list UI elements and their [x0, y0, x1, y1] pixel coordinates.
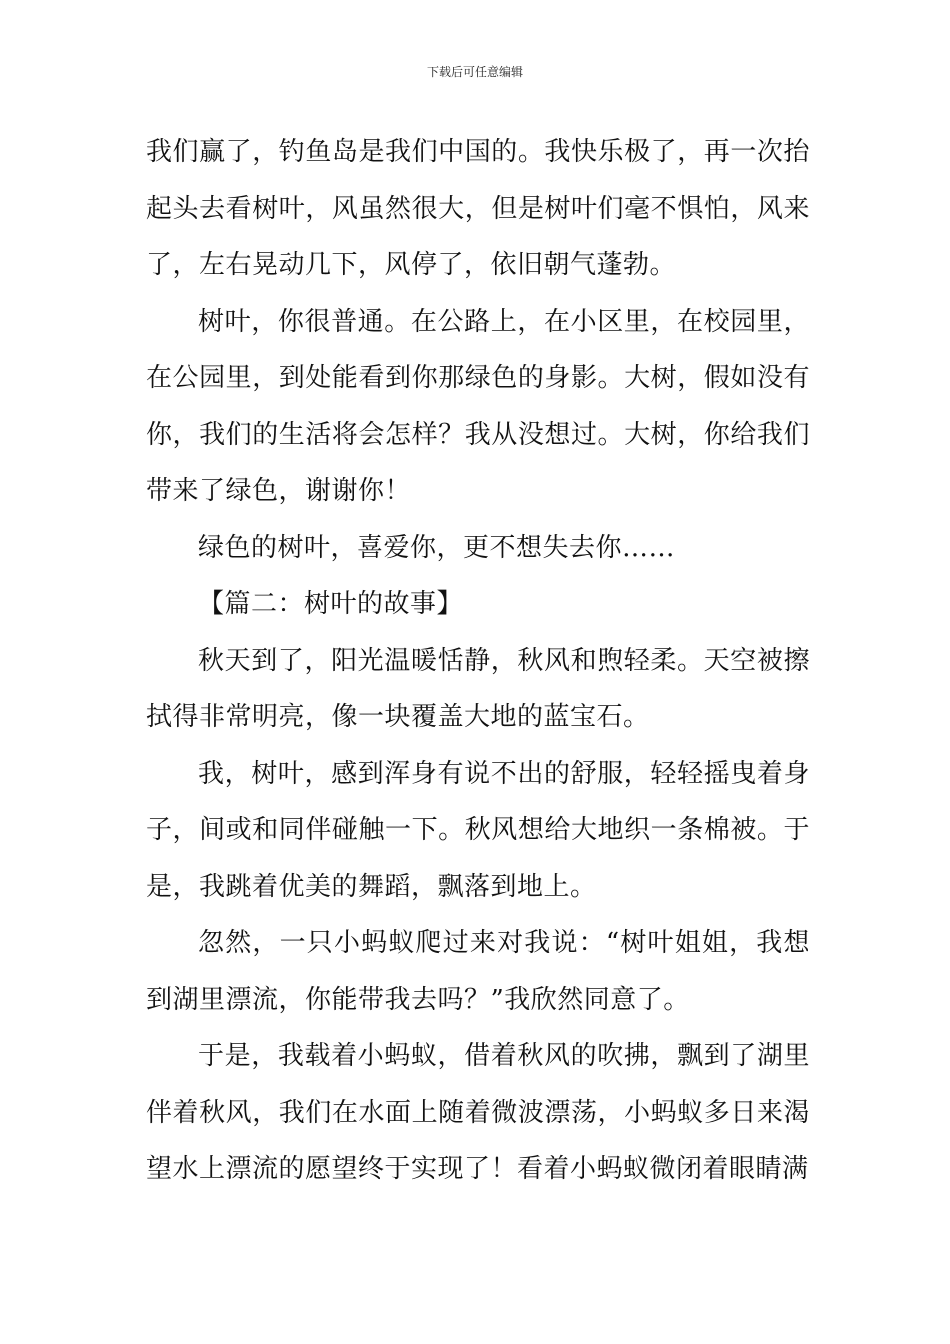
page-header: 下载后可任意编辑	[426, 65, 523, 79]
paragraph-7: 于是，我载着小蚂蚁，借着秋风的吹拂，飘到了湖里伴着秋风，我们在水面上随着微波漂荡，小蚂蚁多日来渴望水上漂流的愿望终于实现了！看着小蚂蚁微闭着眼睛满	[146, 1041, 810, 1184]
paragraph-2: 树叶，你很普通。在公路上，在小区里，在校园里，在公园里，到处能看到你那绿色的身影。大树，假如没有你，我们的生活将会怎样？我从没想过。大树，你给我们带来了绿色，谢谢你！	[146, 306, 810, 506]
paragraph-6: 忽然，一只小蚂蚁爬过来对我说：“树叶姐姐，我想到湖里漂流，你能带我去吗？”我欣然同意了。	[146, 928, 810, 1015]
paragraph-3: 绿色的树叶，喜爱你，更不想失去你……	[198, 532, 676, 563]
paragraph-4: 秋天到了，阳光温暖恬静，秋风和煦轻柔。天空被擦拭得非常明亮，像一块覆盖大地的蓝宝石。	[146, 645, 810, 732]
section-heading: 【篇二：树叶的故事】	[198, 589, 464, 619]
document-body	[146, 124, 810, 1198]
paragraph-5: 我，树叶，感到浑身有说不出的舒服，轻轻摇曳着身子，间或和同伴碰触一下。秋风想给大地织一条棉被。于是，我跳着优美的舞蹈，飘落到地上。	[146, 758, 810, 902]
paragraph-1: 我们赢了，钓鱼岛是我们中国的。我快乐极了，再一次抬起头去看树叶，风虽然很大，但是树叶们毫不惧怕，风来了，左右晃动几下，风停了，依旧朝气蓬勃。	[146, 137, 810, 280]
